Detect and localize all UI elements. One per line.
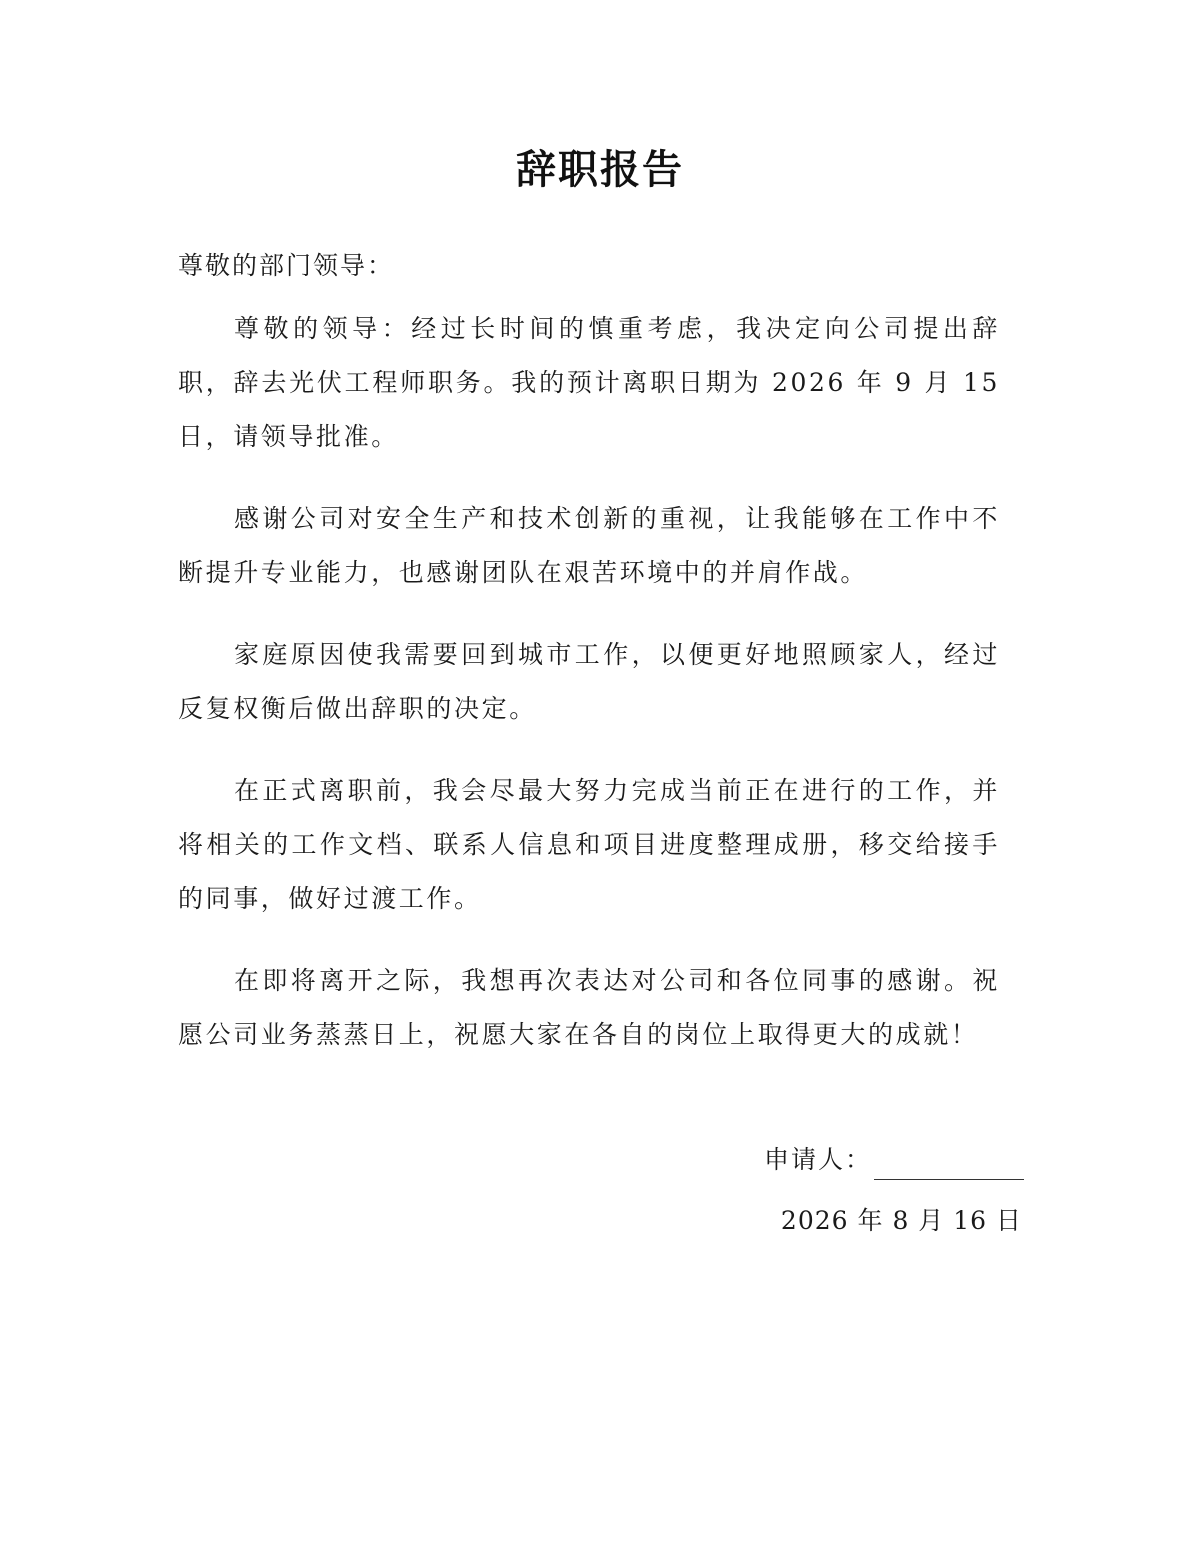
salutation: 尊敬的部门领导： bbox=[178, 251, 395, 280]
paragraph-resignation-statement: 尊敬的领导：经过长时间的慎重考虑，我决定向公司提出辞职，辞去光伏工程师职务。我的预计离职日期为 2026 年 9 月 15 日，请领导批准。 bbox=[178, 314, 1000, 451]
paragraph-handover: 在正式离职前，我会尽最大努力完成当前正在进行的工作，并将相关的工作文档、联系人信息和项目进度整理成册，移交给接手的同事，做好过渡工作。 bbox=[178, 776, 1000, 913]
document-date: 2026 年 8 月 16 日 bbox=[780, 1206, 1022, 1235]
signature-line bbox=[874, 1149, 1024, 1180]
paragraph-reason: 家庭原因使我需要回到城市工作，以便更好地照顾家人，经过反复权衡后做出辞职的决定。 bbox=[178, 640, 1000, 723]
document-body bbox=[178, 302, 1000, 1090]
document-title: 辞职报告 bbox=[516, 147, 684, 193]
applicant-label: 申请人： bbox=[763, 1145, 872, 1174]
paragraph-closing-wishes: 在即将离开之际，我想再次表达对公司和各位同事的感谢。祝愿公司业务蒸蒸日上，祝愿大家在各自的岗位上取得更大的成就！ bbox=[178, 966, 1000, 1049]
applicant-signature-block bbox=[764, 1140, 1024, 1180]
paragraph-gratitude: 感谢公司对安全生产和技术创新的重视，让我能够在工作中不断提升专业能力，也感谢团队在艰苦环境中的并肩作战。 bbox=[178, 504, 1000, 587]
